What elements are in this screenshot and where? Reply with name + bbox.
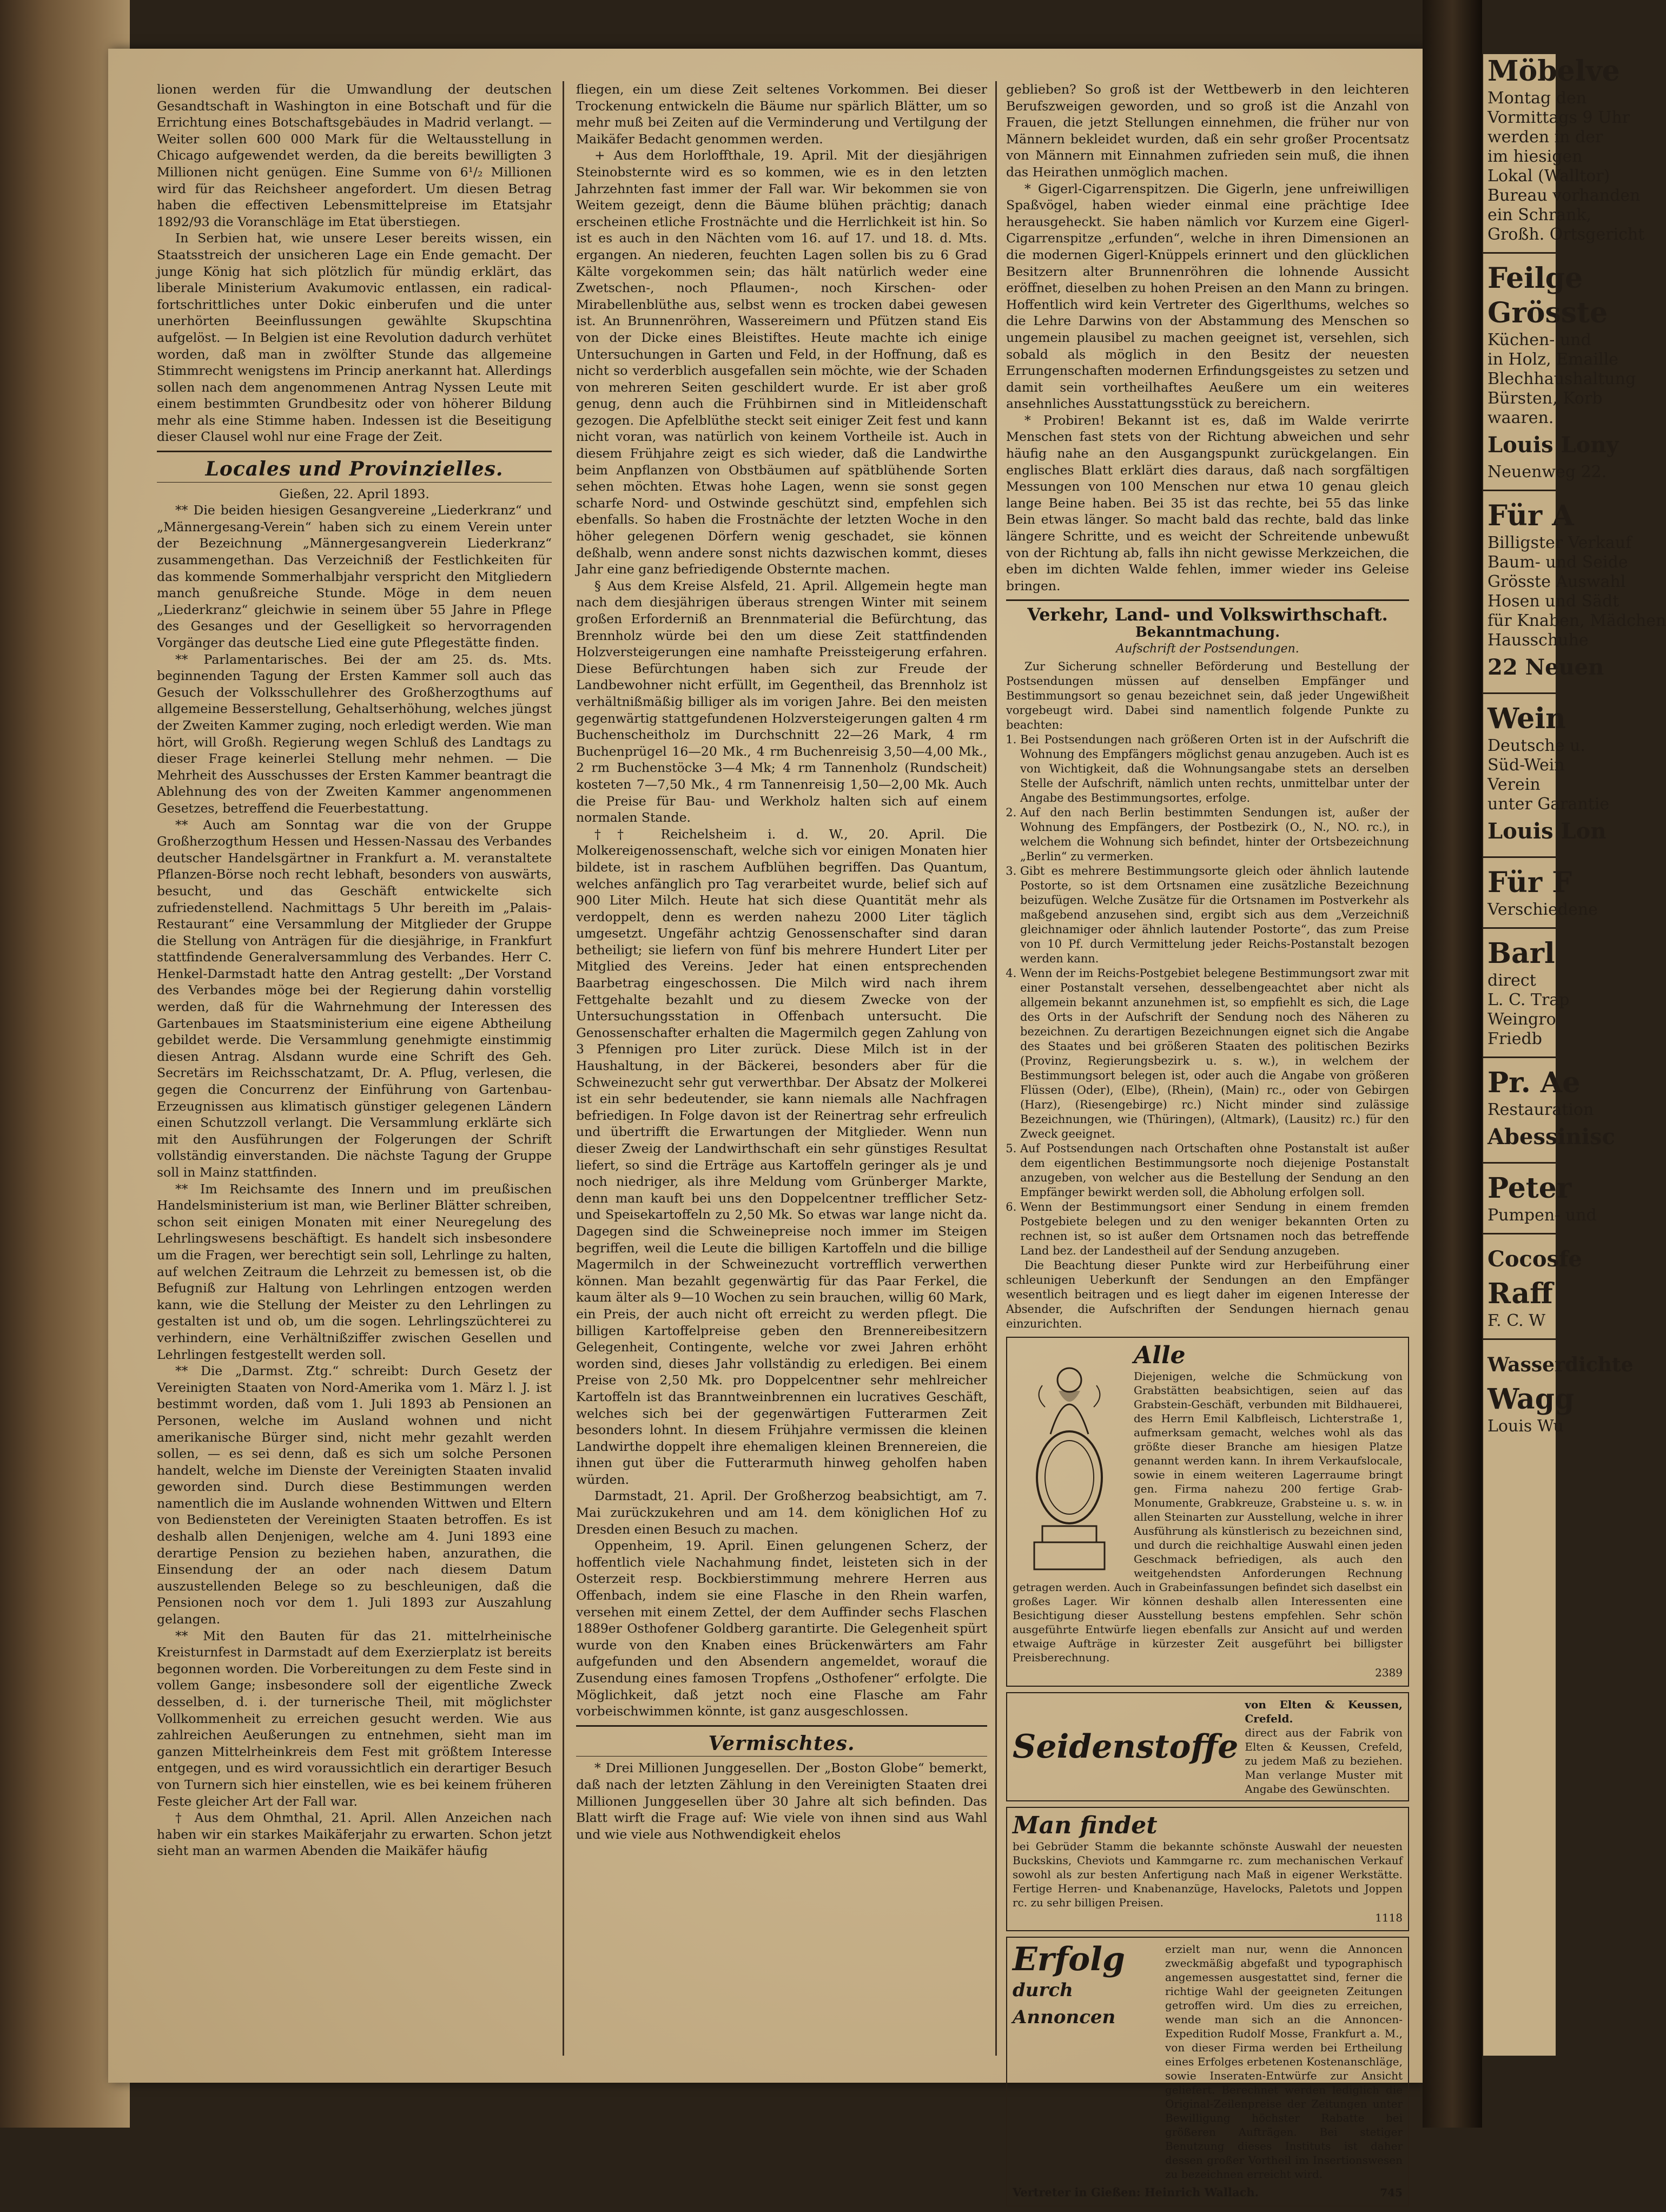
ad-number: 1118 — [1375, 1911, 1403, 1924]
announcement-subtitle: Aufschrift der Postsendungen. — [1116, 642, 1299, 656]
paragraph: † Aus dem Ohmthal, 21. April. Allen Anzeichen nach haben wir ein starkes Maikäferjahr zu erwarten. Schon jetzt sieht man an warmen Abenden die Maikäfer häufig — [157, 1810, 552, 1859]
text-line: Küchen- und — [1488, 331, 1591, 349]
text-line: Feilge — [1488, 262, 1583, 295]
paragraph: § Aus dem Kreise Alsfeld, 21. April. Allgemein hegte man nach dem diesjährigen überaus strengen Winter mit seinem großen Erforderniß an Brennmaterial die Befürchtung, das Brennholz würde bei den um diese Zeit stattfindenden Holzversteigerungen eine namhafte Preissteigerung erfahren. Diese Befürchtungen haben sich zur Freude der Landbewohner nicht erfüllt, im Gegentheil, das Brennholz ist verhältnißmäßig billiger als im vorigen Jahre. Bei den meisten gegenwärtig stattgefundenen Holzversteigerungen galten 4 rm Buchenscheitholz im Durchschnitt 22—26 Mark, 4 rm Buchenprügel 16—20 Mk., 4 rm Buchenreisig 3,50—4,00 Mk., 2 rm Buchenstöcke 3—4 Mk; 4 rm Tannenholz (Rundscheit) kosteten 7—7,50 Mk., 4 rm Tannenreisig 1,50—2,00 Mk. Auch die Preise für Bau- und Werkholz halten sich auf einem normalen Stande. — [576, 578, 987, 826]
text-line: Louis Wu — [1488, 1417, 1564, 1436]
text-line: Louis Lony — [1488, 432, 1619, 458]
text-line: 22 Neuen — [1488, 655, 1604, 680]
text-line: Barl — [1488, 937, 1555, 970]
text-line: L. C. Trap — [1488, 991, 1570, 1009]
monument-illustration — [1013, 1342, 1126, 1575]
text-line: Großh. Ortsgericht — [1488, 225, 1645, 244]
text-line: Für A — [1488, 499, 1574, 532]
text-line: Für F — [1488, 866, 1572, 899]
ad-erfolg — [1006, 1937, 1409, 2207]
text-line: F. C. W — [1488, 1311, 1546, 1330]
list-item: 4. Wenn der im Reichs-Postgebiet belegene Bestimmungsort zwar mit einer Postanstalt versehen, desselbengeachtet aber nicht als allgemein bekannt anzunehmen ist, so empfiehlt es sich, die Lage des Orts in der Aufschrift der Sendung noch des Näheren zu bezeichnen. Zu derartigen Bezeichnungen eignet sich die Angabe des Staates und bei größeren Staaten des politischen Bezirks (Provinz, Regierungsbezirk u. s. w.), in welchem der Bestimmungsort belegen ist, oder auch die Angabe von größeren Flüssen (Oder), (Elbe), (Rhein), (Main) rc., oder von Gebirgen (Harz), (Riesengebirge) rc.) Nicht minder sind zulässige Bezeichnungen, wie (Thüringen), (Altmark), (Lausitz) rc.) für den Zweck geeignet. — [1020, 966, 1409, 1141]
text-line: Cocosfe — [1488, 1246, 1582, 1272]
paragraph: * Probiren! Bekannt ist es, daß im Walde verirrte Menschen fast stets von der Richtung abweichen und sehr häufig nahe an den Ausgangspunkt zurückgelangen. Ein englisches Blatt erklärt dies daraus, daß nach sorgfältigen Messungen von 100 Menschen nur etwa 10 genau gleich lange Beine haben. Bei 35 ist das rechte, bei 55 das linke Bein etwas länger. So macht bald das rechte, bald das linke längere Schritte, und es weicht der Schreitende unbewußt von der Richtung ab, falls ihn nicht gewisse Merkzeichen, die eben im dichten Walde fehlen, immer wieder ins Geleise bringen. — [1006, 412, 1409, 593]
section-title-verkehr: Verkehr, Land- und Volkswirthschaft. — [1027, 604, 1388, 625]
divider — [1483, 927, 1556, 929]
text-line: ein Schrank, — [1488, 206, 1592, 224]
divider — [1483, 1162, 1556, 1164]
ad-vendor: von Elten & Keussen, Crefeld. — [1245, 1698, 1403, 1725]
text-line: unter Garantie — [1488, 795, 1610, 814]
text-line: Baum- und Seide — [1488, 553, 1628, 572]
column-rule — [563, 81, 564, 2056]
list-item: 5. Auf Postsendungen nach Ortschaften ohne Postanstalt ist außer dem eigentlichen Bestimmungsorte noch diejenige Postanstalt anzugeben, von welcher aus die Bestellung der Sendung an den Empfänger bewirkt werden soll, die Abholung erfolgen soll. — [1020, 1141, 1409, 1200]
text-line: Blechhaushaltung — [1488, 369, 1636, 388]
text-line: direct — [1488, 971, 1536, 990]
divider — [1483, 252, 1556, 254]
text-line: für Knaben, Mädchen — [1488, 611, 1666, 630]
paragraph: geblieben? So groß ist der Wettbewerb in den leichteren Berufszweigen geworden, und so groß ist die Anzahl von Frauen, die jetzt Stellungen einnehmen, die früher nur von Männern bekleidet wurden, daß ein sehr großer Procentsatz von Männern mit Einnahmen zufrieden sein muß, die ihnen das Heirathen unmöglich machen. — [1006, 82, 1409, 180]
text-line: Süd-Wein — [1488, 756, 1565, 775]
list-item: 3. Gibt es mehrere Bestimmungsorte gleich oder ähnlich lautende Postorte, so ist dem Ortsnamen eine zusätzliche Bezeichnung beizufügen. Welche Zusätze für die Ortsnamen im Postverkehr als maßgebend anzusehen sind, ergibt sich aus dem „Verzeichniß gleichnamiger oder ähnlich lautender Postorte“, das zum Preise von 10 Pf. durch Vermittelung jeder Reichs-Postanstalt bezogen werden kann. — [1020, 864, 1409, 966]
paragraph: * Gigerl-Cigarrenspitzen. Die Gigerln, jene unfreiwilligen Spaßvögel, haben wieder einmal eine prächtige Idee herausgeheckt. Sie haben nämlich vor Kurzem eine Gigerl-Cigarrenspitze „erfunden“, welche in ihren Dimensionen an die modernen Gigerl-Knüppels erinnert und den glücklichen Besitzern alter Brunnenröhren die lohnende Aussicht eröffnet, dieselben zu hohen Preisen an den Mann zu bringen. Hoffentlich wird kein Vertreter des Gigerlthums, welches so die Lehre Darwins von der Abstammung des Menschen so ungemein plausibel zu machen geeignet ist, versehlen, sich sobald als möglich in den Besitz der neuesten Errungenschaften modernen Erfindungsgeistes zu setzen und damit sein vortheilhaftes Aeußere um ein weiteres ansehnliches Ausstattungsstück zu bereichern. — [1006, 181, 1409, 412]
column-2 — [576, 81, 987, 1843]
book-gutter — [1423, 0, 1482, 2128]
section-title-vermischtes: Vermischtes. — [708, 1732, 855, 1755]
section-title-locales: Locales und Provinzielles. — [205, 458, 504, 481]
text-line: Friedb — [1488, 1029, 1542, 1048]
text-line: Bürsten, Korb — [1488, 389, 1603, 408]
list-item: 2. Auf den nach Berlin bestimmten Sendungen ist, außer der Wohnung des Empfängers, der Postbezirk (O., N., NO. rc.), in welchem die Wohnung sich befindet, hinter der Ortsbezeichnung „Berlin“ zu vermerken. — [1020, 805, 1409, 864]
text-line: Verein — [1488, 775, 1541, 794]
ad-lead-word: Alle — [1134, 1342, 1186, 1370]
text-line: Wagg — [1488, 1383, 1575, 1416]
ad-title: Man findet — [1013, 1811, 1158, 1839]
paragraph: Zur Sicherung schneller Beförderung und Bestellung der Postsendungen müssen auf denselben Empfänger und Bestimmungsort so genau bezeichnet sein, daß jeder Ungewißheit vorgebeugt wird. Dabei sind namentlich folgende Punkte zu beachten: — [1006, 660, 1409, 732]
divider — [157, 451, 552, 452]
paragraph: ** Mit den Bauten für das 21. mittelrheinische Kreisturnfest in Darmstadt auf dem Exerzierplatz ist bereits begonnen worden. Die Vorbereitungen zu dem Feste sind in vollem Gange; insbesondere soll der eigentliche Zweck desselben, d. i. der turnerische Theil, mit möglichster Vollkommenheit zu erreichen gesucht werden. Wie aus zahlreichen Aeußerungen zu entnehmen, sieht man im ganzen Mittelrheinkreis dem Fest mit größtem Interesse entgegen, und es wird voraussichtlich ein derartiger Besuch von Turnern sich hier einstellen, wie es bei keinem früheren Feste gleicher Art der Fall war. — [157, 1628, 552, 1809]
paragraph: ** Die beiden hiesigen Gesangvereine „Liederkranz“ und „Männergesang-Verein“ haben sich zu einem Verein unter der Bezeichnung „Männergesangverein Liederkranz“ zusammengethan. Das Verzeichniß der Festlichkeiten für das kommende Sommerhalbjahr verspricht den Mitgliedern manch genußreiche Stunde. Möge in dem neuen „Liederkranz“ gleichwie in seinem über 55 Jahre in Pflege des Gesanges und der Geselligkeit so hervorragenden Vorgänger das deutsche Lied eine gute Pflegestätte finden. — [157, 503, 552, 650]
text-line: Wasserdichte — [1488, 1353, 1634, 1376]
paragraph: In Serbien hat, wie unsere Leser bereits wissen, ein Staatsstreich der unsicheren Lage ein Ende gemacht. Der junge König hat sich plötzlich für mündig erklärt, das liberale Ministerium Avakumovic entlassen, ein radical-fortschrittliches unter Dokic einberufen und die unter unerhörten Beeinflussungen gewählte Skupschtina aufgelöst. — In Belgien ist eine Revolution dadurch verhütet worden, daß man in zwölfter Stunde das allgemeine Stimmrecht wenigstens im Princip anerkannt hat. Allerdings sollen nach dem angenommenen Antrag Nyssen Leute mit einem bestimmten Grundbesitz oder von höherer Bildung mehr als eine Stimme haben. Indessen ist die Beseitigung dieser Clausel wohl nur eine Frage der Zeit. — [157, 230, 552, 445]
ad-grabstein — [1006, 1337, 1409, 1687]
text-line: in Holz, Emaille — [1488, 350, 1618, 369]
text-line: Grösste Auswahl — [1488, 572, 1626, 591]
column-1 — [157, 81, 552, 1859]
divider — [1483, 1338, 1556, 1340]
text-line: Wein — [1488, 702, 1566, 735]
divider — [157, 482, 552, 483]
paragraph: Darmstadt, 21. April. Der Großherzog beabsichtigt, am 7. Mai zurückzukehren und am 14. dem königlichen Hof zu Dresden einen Besuch zu machen. — [576, 1488, 987, 1537]
text-line: Weingro — [1488, 1010, 1556, 1029]
list-item: 1. Bei Postsendungen nach größeren Orten ist in der Aufschrift die Wohnung des Empfängers möglichst genau anzugeben. Auch ist es von Wichtigkeit, daß die Wohnungsangabe stets an derselben Stelle der Aufschrift, nämlich unten rechts, unmittelbar unter der Angabe des Bestimmungsortes, erfolge. — [1020, 732, 1409, 805]
ad-body: erzielt man nur, wenn die Annoncen zweckmäßig abgefaßt und typographisch angemessen ausgestattet sind, ferner die richtige Wahl der geeigneten Zeitungen getroffen wird. Um dies zu erreichen, wende man sich an die Annoncen-Expedition Rudolf Mosse, Frankfurt a. M., von dieser Firma werden bei Ertheilung eines Erfolges erbetenen Kostenanschläge, sowie Inseraten-Entwürfe zur Ansicht geliefert. Berechnet werden lediglich die Original-Zeilenpreise der Zeitungen unter Bewilligung höchster Rabatte bei größeren Aufträgen. Bei stetiger Benutzung dieses Instituts ist daher dessen großer Vortheil im Insertionswesen zu bezeichnen erreicht wird. — [1165, 1943, 1403, 2181]
text-line: Raff — [1488, 1277, 1553, 1310]
next-page-edge — [1482, 54, 1666, 2056]
text-line: Pr. Ae — [1488, 1066, 1581, 1099]
text-line: Pumpen- und — [1488, 1206, 1597, 1225]
text-line: Möbelve — [1488, 55, 1620, 88]
ad-body: bei Gebrüder Stamm die bekannte schönste Auswahl der neuesten Buckskins, Cheviots und Kammgarne rc. zum mechanischen Verkauf sowohl als zur besten Anfertigung nach Maß in eigener Werkstätte. Fertige Herren- und Knabenanzüge, Havelocks, Paletots und Joppen rc. zu sehr billigen Preisen. — [1013, 1839, 1403, 1909]
divider — [1483, 1233, 1556, 1234]
column-rule — [995, 81, 997, 2056]
ad-number: 2389 — [1375, 1666, 1403, 1680]
divider — [1483, 692, 1556, 694]
ad-man-findet — [1006, 1807, 1409, 1932]
text-line: Verschiedene — [1488, 900, 1598, 919]
text-line: Vormittags 9 Uhr — [1488, 108, 1630, 127]
column-3 — [1006, 81, 1409, 2212]
text-line: Grösste — [1488, 296, 1608, 329]
divider — [576, 1756, 987, 1757]
announcement-title: Bekanntmachung. — [1135, 624, 1280, 641]
text-line: Restauration — [1488, 1100, 1594, 1119]
ad-subtitle: durch Annoncen — [1013, 1979, 1116, 2029]
ad-title: Erfolg — [1013, 1940, 1125, 1979]
text-line: werden in der — [1488, 128, 1603, 147]
list-item: 6. Wenn der Bestimmungsort einer Sendung in einem fremden Postgebiete belegen und zu den weniger bekannten Orten zu rechnen ist, so ist außer dem Ortsnamen noch das betreffende Land bez. der Landestheil auf der Sendung anzugeben. — [1020, 1200, 1409, 1258]
paragraph: Oppenheim, 19. April. Einen gelungenen Scherz, der hoffentlich viele Nachahmung findet, leisteten sich in der Osterzeit resp. Bockbierstimmung mehrere Herren aus Offenbach, indem sie eine Flasche in den Rhein warfen, versehen mit einem Zettel, der dem Auffinder sechs Flaschen 1889er Osthofener Goldberg garantirte. Die Gelegenheit spürt wurde von den Knaben eines Brückenwärters am Fahr aufgefunden und den Absendern angemeldet, worauf die Zusendung eines famosen Tropfens „Osthofener“ erfolgte. Die Möglichkeit, daß jetzt noch eine Flasche am Fahr vorbeischwimmen könnte, ist ganz ausgeschlossen. — [576, 1538, 987, 1719]
paragraph: lionen werden für die Umwandlung der deutschen Gesandtschaft in Washington in eine Botschaft und für die Errichtung eines Botschaftsgebäudes in Madrid verlangt. — Weiter sollen 600 000 Mark für die Weltausstellung in Chicago aufgewendet werden, da die bereits bewilligten 3 Millionen nicht genügen. Eine Summe von 6¹/₂ Millionen wird für das Reichsheer angefordert. Um diesen Betrag haben die effectiven Lebensmittelpreise im Etatsjahr 1892/93 die Voranschläge im Etat überstiegen. — [157, 82, 552, 229]
paragraph: †† Reichelsheim i. d. W., 20. April. Die Molkereigenossenschaft, welche sich vor einigen Monaten hier bildete, ist in raschem Aufblühen begriffen. Das Quantum, welches anfänglich pro Tag verarbeitet wurde, belief sich auf 900 Liter Milch. Heute hat sich diese Quantität mehr als verdoppelt, denn es werden nahezu 2000 Liter täglich umgesetzt. Ungefähr achtzig Genossenschafter sind daran betheiligt; sie liefern von fünf bis mehrere Hundert Liter per Mitglied des Vereins. Jeder hat einen entsprechenden Baarbetrag eingeschossen. Die Milch wird nach ihrem Fettgehalte bezahlt und zu diesem Zwecke von der Untersuchungsstation in Offenbach untersucht. Die Genossenschafter erhalten die Magermilch gegen Zahlung von 3 Pfennigen pro Liter zurück. Diese Milch ist in der Haushaltung, in der Bäckerei, besonders aber für die Schweinezucht sehr gut verwerthbar. Der Absatz der Molkerei ist ein sehr bedeutender, sie kann niemals alle Nachfragen befriedigen. In Folge davon ist der Reinertrag sehr erfreulich und übertrifft die Erwartungen der Mitglieder. Wenn nun dieser Zweig der Landwirthschaft ein sehr günstiges Resultat liefert, so sind die Erträge aus Kartoffeln geringer als je und noch niedriger, als ihre Meldung vom Grünberger Markte, denn man kauft bei uns den Doppelcentner trefflicher Setz- und Speisekartoffeln zu 2,50 Mk. So etwas war lange nicht da. Dagegen sind die Schweinepreise noch immer im Steigen begriffen, weil die Leute die billigen Kartoffeln und die billige Magermilch in der Schweinezucht vortrefflich verwerthen können. Man bezahlt gegenwärtig für das Paar Ferkel, die kaum älter als 9—10 Wochen zu sein brauchen, willig 60 Mark, ein Preis, der auch nicht oft erreicht zu werden pflegt. Die billigen Kartoffelpreise geben den Brennereibesitzern Gelegenheit, Contingente, welche vor zwei Jahren erhöht worden sind, dieses Jahr vollständig zu erledigen. Bei einem Preise von 2,50 Mk. pro Doppelcentner sehr mehlreicher Kartoffeln ist das Branntweinbrennen ein lucratives Geschäft, welches sich bei der gegenwärtigen Futterarmen Zeit besonders lohnt. In diesem Frühjahre vermissen die kleinen Landwirthe doppelt ihre ehemaligen kleinen Brennereien, die ihnen gut über die Futterarmuth hinweg geholfen haben würden. — [576, 826, 987, 1487]
paragraph: ** Parlamentarisches. Bei der am 25. ds. Mts. beginnenden Tagung der Ersten Kammer soll auch das Gesuch der Volksschullehrer des Großherzogthums auf allgemeine Besserstellung, Gehaltserhöhung, welches jüngst der Zweiten Kammer zuging, noch erledigt werden. Wie man hört, will Großh. Regierung wegen Schluß des Landtags zu dieser Frage keinerlei Stellung mehr nehmen. — Die Mehrheit des Ausschusses der Ersten Kammer beantragt die Ablehnung des von der Zweiten Kammer angenommenen Gesetzes, betreffend die Feuerbestattung. — [157, 651, 552, 816]
paragraph: * Drei Millionen Junggesellen. Der „Boston Globe“ bemerkt, daß nach der letzten Zählung in den Vereinigten Staaten drei Millionen Junggesellen über 30 Jahre alt sich befinden. Das Blatt wirft die Frage auf: Wie viele von ihnen sind aus Wahl und wie viele aus Nothwendigkeit ehelos — [576, 1760, 987, 1842]
text-line: im hiesigen — [1488, 147, 1583, 166]
text-line: waaren. — [1488, 408, 1554, 427]
paragraph: Die Beachtung dieser Punkte wird zur Herbeiführung einer schleunigen Ueberkunft der Sendungen an den Empfänger wesentlich beitragen und es liegt daher im eigenen Interesse der Absender, die Aufschriften der Sendungen hiernach genau einzurichten. — [1006, 1259, 1409, 1331]
text-line: Peter — [1488, 1172, 1572, 1205]
ad-seidenstoffe — [1006, 1692, 1409, 1801]
paragraph: ** Im Reichsamte des Innern und im preußischen Handelsministerium ist man, wie Berliner Blätter schreiben, schon seit einigen Monaten mit einer Neuregelung des Lehrlingswesens beschäftigt. Es handelt sich insbesondere um die Fragen, wer berechtigt sein soll, Lehrlinge zu halten, auf welchen Zeitraum die Lehrzeit zu bemessen ist, ob die Befugniß zur Haltung von Lehrlingen entzogen werden kann, wie die Stellung der Meister zu den Lehrlingen zu gestalten ist und ob, um die sogen. Lehrlingszüchterei zu verhindern, eine Verhältnißziffer zwischen Gesellen und Lehrlingen festgestellt werden soll. — [157, 1181, 552, 1362]
ad-body: direct aus der Fabrik von Elten & Keussen, Crefeld, zu jedem Maß zu beziehen. Man verlange Muster mit Angabe des Gewünschten. — [1245, 1726, 1403, 1795]
text-line: Hosen und Sädt — [1488, 592, 1619, 611]
paragraph: ** Die „Darmst. Ztg.“ schreibt: Durch Gesetz der Vereinigten Staaten von Nord-Amerika vom 1. März l. J. ist bestimmt worden, daß vom 1. Juli 1893 ab Pensionen an Personen, welche im Ausland wohnen und nicht amerikanische Bürger sind, nicht mehr gezahlt werden sollen, — es sei denn, daß es sich um solche Personen handelt, welche im Dienste der Vereinigten Staaten invalid geworden sind. Durch diese Bestimmungen werden namentlich die im Auslande wohnenden Wittwen und Eltern von Bediensteten der Vereinigten Staaten betroffen. Es ist deshalb allen Denjenigen, welche am 4. Juni 1893 eine derartige Pension zu beziehen haben, anzurathen, die Einsendung der an oder nach diesem Datum auszustellenden Belege so zu beschleunigen, daß die Pensionen noch vor dem 1. Juli 1893 zur Auszahlung gelangen. — [157, 1363, 552, 1627]
ad-number: 745 — [1380, 2186, 1403, 2200]
text-line: Louis Lon — [1488, 818, 1606, 844]
divider — [1006, 599, 1409, 601]
divider — [576, 1725, 987, 1727]
text-line: Bureau vorhanden — [1488, 186, 1641, 205]
text-line: Hausschuhe — [1488, 631, 1589, 650]
text-line: Neuenweg 22. — [1488, 463, 1607, 481]
divider — [1483, 490, 1556, 491]
text-line: Lokal (Walltor) — [1488, 167, 1610, 186]
ad-footer — [1013, 2184, 1403, 2201]
text-line: Deutsche u. — [1488, 736, 1585, 755]
ad-footer-text: Vertreter in Gießen: Heinrich Wallach. — [1013, 2185, 1259, 2200]
dateline: Gießen, 22. April 1893. — [279, 486, 429, 501]
ad-body: Diejenigen, welche die Schmückung von Grabstätten beabsichtigen, seien auf das Grabstein-Geschäft, verbunden mit Bildhauerei, des Herrn Emil Kalbfleisch, Lichterstraße 1, aufmerksam gemacht, welches wohl als das größte dieser Branche am hiesigen Platze genannt werden kann. In ihrem Verkaufslocale, sowie in einem weiteren Lagerraume bringt gen. Firma nahezu 200 fertige Grab-Monumente, Grabkreuze, Grabsteine u. s. w. in allen Steinarten zur Ausstellung, welche in ihrer Ausführung als künstlerisch zu bezeichnen sind, und durch die reichhaltige Auswahl einen jeden Geschmack befriedigen, als auch den weitgehendsten Anforderungen Rechnung getragen werden. Auch in Grabeinfassungen befindet sich daselbst ein großes Lager. Wir können deshalb allen Interessenten eine Besichtigung dieser Ausstellung bestens empfehlen. Sehr schön ausgeführte Entwürfe liegen ebenfalls zur Ansicht auf und werden etwaige Aufträge in kürzester Zeit ausgeführt bei billigster Preisberechnung. — [1013, 1370, 1403, 1665]
paragraph: fliegen, ein um diese Zeit seltenes Vorkommen. Bei dieser Trockenung entwickeln die Bäume nur spärlich Blätter, um so mehr muß bei Zeiten auf die Verminderung und Vertilgung der Maikäfer Bedacht genommen werden. — [576, 82, 987, 147]
announcement-body — [1006, 659, 1409, 1331]
text-line: Montag den — [1488, 89, 1587, 108]
divider — [1483, 1057, 1556, 1058]
text-line: Billigster Verkauf — [1488, 533, 1632, 552]
paragraph: + Aus dem Horloffthale, 19. April. Mit der diesjährigen Steinobsternte wird es so kommen, wie es in den letzten Jahrzehnten fast immer der Fall war. Wir bekommen sie von Weitem gezeigt, denn die Bäume blühen prächtig; danach erscheinen etliche Frostnächte und die Herrlichkeit ist hin. So ist es auch in den Nächten vom 16. auf 17. und 18. d. Mts. ergangen. An niederen, feuchten Lagen sollen bis zu 6 Grad Kälte vorgekommen sein; das hält natürlich weder eine Zwetschen-, noch Pflaumen-, noch Kirschen- oder Mirabellenblüthe aus, selbst wenn es trocken dabei gewesen ist. An Brunnenröhren, Wassereimern und Pfützen stand Eis von der Dicke eines Bleistiftes. Heute machte ich einige Untersuchungen in Garten und Feld, in der Hoffnung, daß es nicht so verderblich ausgefallen sein möchte, wie der Schaden von mehreren Seiten geschildert wurde. Er ist aber groß genug, denn auch die Frühbirnen sind in Mitleidenschaft gezogen. Die Apfelblüthe steckt seit einiger Zeit fest und kann nicht voran, was natürlich von keinem Vortheile ist. Auch in diesem Frühjahre zeigt es sich wieder, daß die Landwirthe beim Anpflanzen von Obstbäumen auf spätblühende Sorten sehen möchten. Etwas hohe Lagen, wenn sie sonst gegen scharfe Nord- und Ostwinde geschützt sind, empfehlen sich ebenfalls. So haben die Frostnächte der letzten Woche in den höher gelegenen Dörfern wenig geschadet, sie können deßhalb, wenn andere sonst nichts dazwischen kommt, dieses Jahr eine ganz befriedigende Obsternte machen. — [576, 148, 987, 577]
ad-title: Seidenstoffe — [1013, 1727, 1239, 1766]
announcement-list — [1006, 732, 1409, 1258]
text-line: Abessinisc — [1488, 1124, 1615, 1150]
paragraph: ** Auch am Sonntag war die von der Gruppe Großherzogthum Hessen und Hessen-Nassau des Verbandes deutscher Handelsgärtner in Frankfurt a. M. veranstaltete Pflanzen-Börse noch recht lebhaft, besonders von auswärts, besucht, und das Geschäft entwickelte sich zufriedenstellend. Nachmittags 5 Uhr bereith im „Palais-Restaurant“ eine Versammlung der Mitglieder der Gruppe die Stellung von Anträgen für die diesjährige, in Frankfurt stattfindende Generalversammlung des Verbandes. Herr C. Henkel-Darmstadt hatte den Antrag gestellt: „Der Vorstand des Verbandes möge bei der Regierung dahin vorstellig werden, daß für die Wahrnehmung der Interessen des Gartenbaues im Staatsministerium eine eigene Abtheilung gebildet werde. Die Versammlung genehmigte einstimmig diesen Antrag. Alsdann wurde eine Schrift des Geh. Secretärs im Reichsschatzamt, Dr. A. Pflug, verlesen, die gegen die Concurrenz der Einführung von Gartenbau-Erzeugnissen aus klimatisch günstiger gelegenen Ländern einen Schutzzoll verlangt. Die Versammlung erklärte sich mit den Ausführungen der Folgerungen der Schrift vollständig einverstanden. Die nächste Tagung der Gruppe soll in Mainz stattfinden. — [157, 817, 552, 1180]
divider — [1483, 856, 1556, 858]
